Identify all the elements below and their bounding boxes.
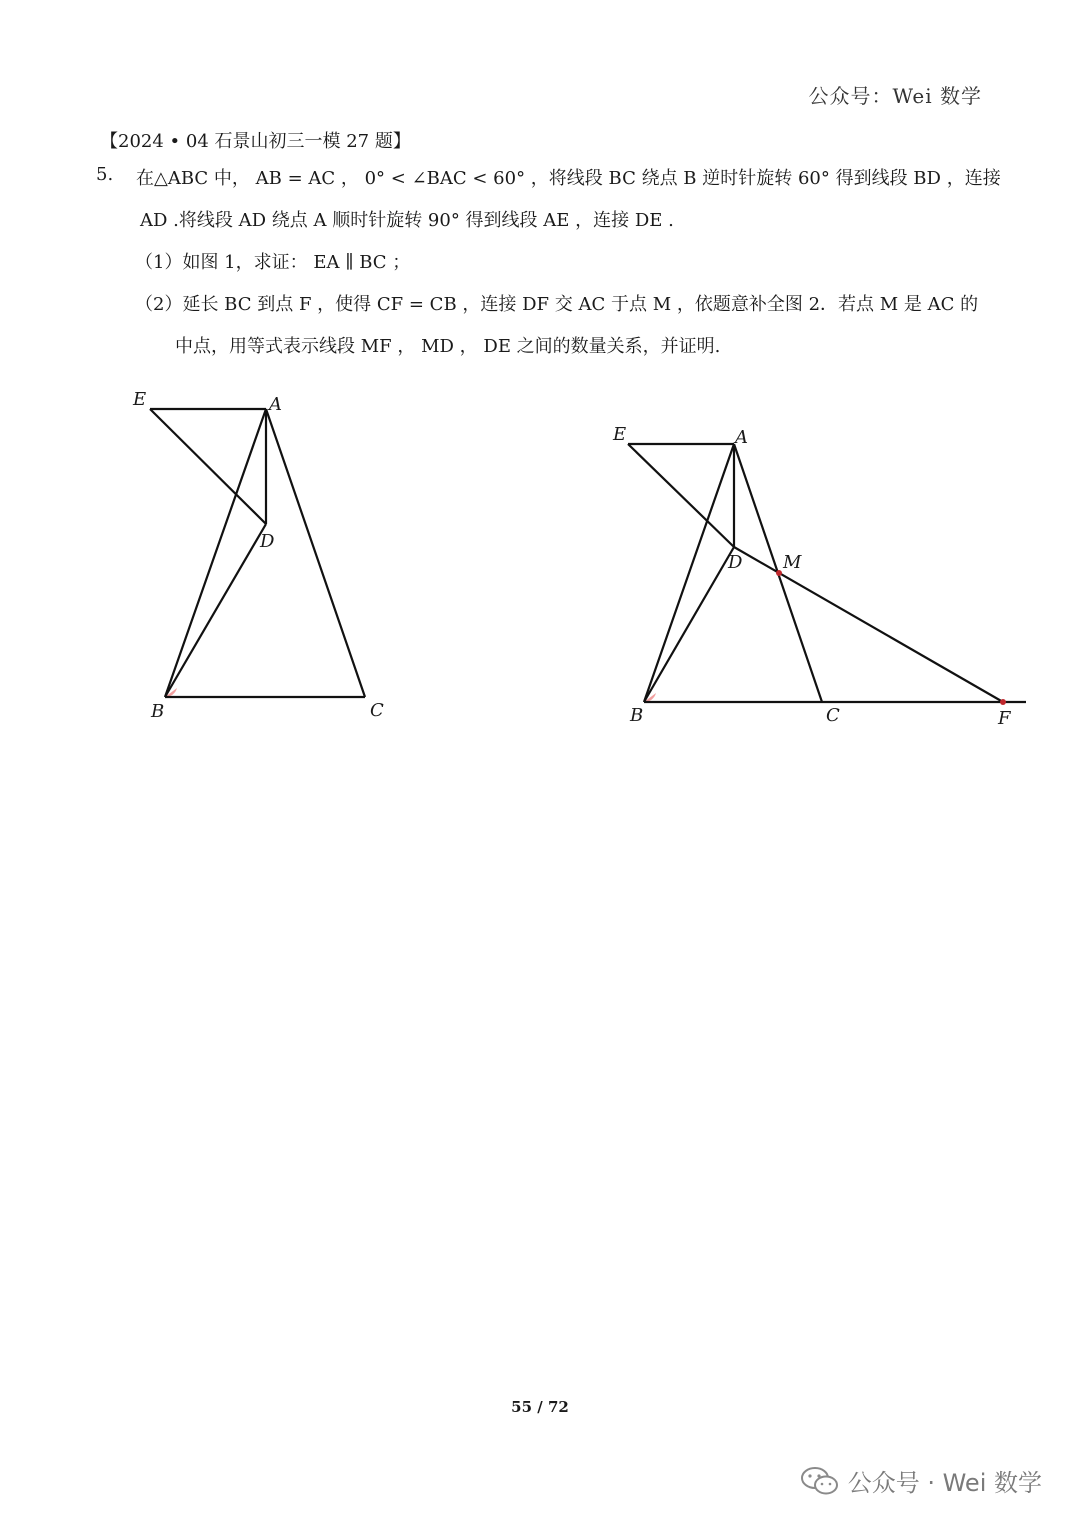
wechat-icon bbox=[800, 1466, 840, 1496]
segment-df bbox=[734, 547, 1003, 702]
page-number: 55 / 72 bbox=[511, 1398, 569, 1416]
problem-part-1: （1）如图 1，求证： EA ∥ BC ； bbox=[135, 252, 411, 273]
fig1-label-d: D bbox=[260, 531, 275, 552]
fig2-label-c: C bbox=[826, 705, 840, 726]
figure-2 bbox=[628, 444, 1026, 702]
problem-part-2b: 中点，用等式表示线段 MF ， MD ， DE 之间的数量关系，并证明. bbox=[175, 336, 721, 357]
fig2-label-e: E bbox=[613, 424, 627, 445]
watermark-text: 公众号 · Wei 数学 bbox=[847, 1469, 1042, 1497]
point-f bbox=[1000, 699, 1006, 705]
figure-1 bbox=[150, 409, 365, 697]
fig2-label-b: B bbox=[630, 705, 644, 726]
problem-line-2: AD .将线段 AD 绕点 A 顺时针旋转 90° 得到线段 AE ，连接 DE . bbox=[140, 210, 674, 231]
header-account: 公众号：Wei 数学 bbox=[808, 84, 982, 108]
fig1-label-c: C bbox=[370, 700, 384, 721]
segment-ab bbox=[165, 409, 266, 697]
fig1-label-e: E bbox=[133, 389, 147, 410]
problem-part-2a: （2）延长 BC 到点 F ，使得 CF = CB ，连接 DF 交 AC 于点 M ，依题意补全图 2．若点 M 是 AC 的 bbox=[135, 294, 979, 315]
fig2-label-m: M bbox=[783, 552, 802, 573]
segment-ed-2 bbox=[628, 444, 734, 547]
segment-ab-2 bbox=[644, 444, 734, 702]
geometry-figures bbox=[0, 0, 1080, 760]
watermark bbox=[800, 1463, 1042, 1498]
problem-line-1: 在△ABC 中， AB = AC ， 0° < ∠BAC < 60° ，将线段 BC 绕点 B 逆时针旋转 60° 得到线段 BD ，连接 bbox=[136, 168, 1001, 189]
fig1-label-a: A bbox=[269, 394, 282, 415]
fig1-label-b: B bbox=[151, 701, 165, 722]
fig2-label-d: D bbox=[728, 552, 743, 573]
fig2-label-a: A bbox=[735, 427, 748, 448]
segment-ed bbox=[150, 409, 266, 524]
problem-number: 5. bbox=[96, 164, 114, 185]
segment-ac bbox=[266, 409, 365, 697]
fig2-label-f: F bbox=[998, 708, 1011, 729]
problem-source: 【2024 • 04 石景山初三一模 27 题】 bbox=[100, 131, 411, 152]
point-m bbox=[776, 570, 782, 576]
